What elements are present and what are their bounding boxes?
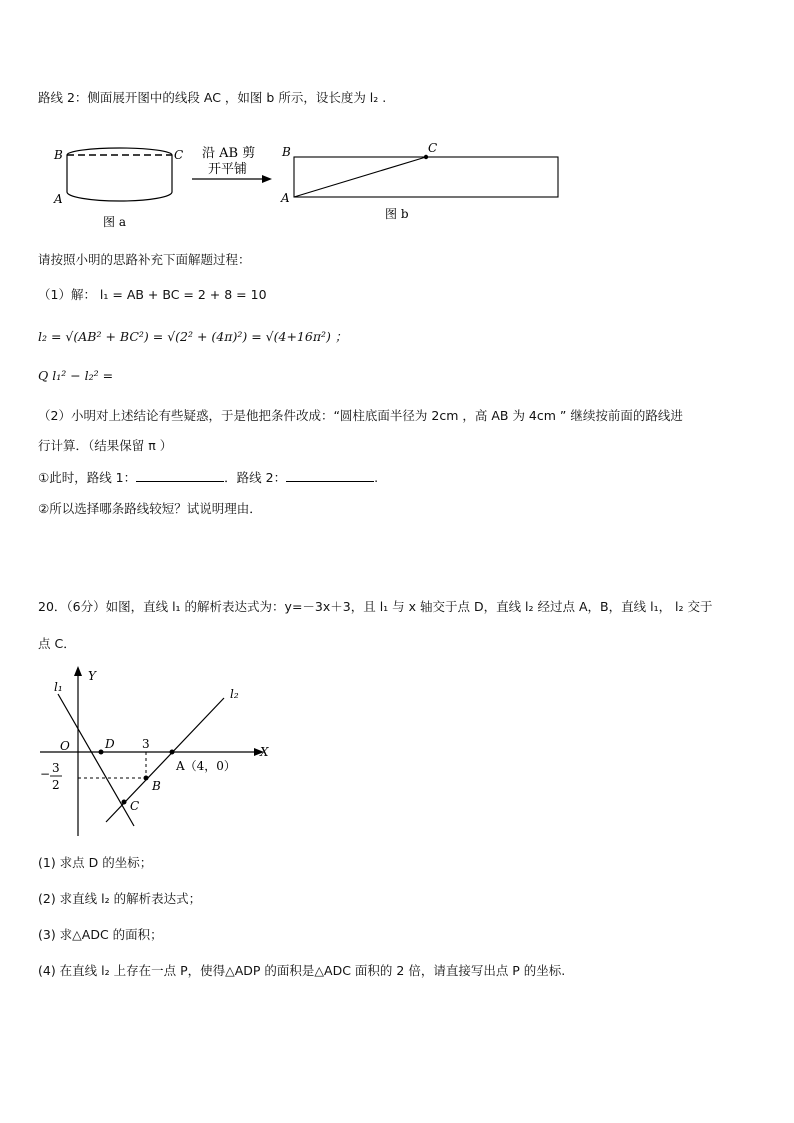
- fig-b-label-c: C: [428, 141, 438, 155]
- label-o: O: [60, 739, 70, 753]
- route2-text: 路线 2：侧面展开图中的线段 AC ，如图 b 所示，设长度为 l₂ .: [38, 90, 387, 105]
- fig-a-label-c: C: [174, 148, 184, 162]
- label-a: A（4，0）: [176, 759, 236, 773]
- step1-diff: Q l₁² − l₂² =: [38, 368, 114, 383]
- step1-l1: （1）解： l₁ = AB + BC = 2 + 8 = 10: [38, 287, 267, 302]
- fig-b-label-b: B: [282, 145, 291, 159]
- label-l2: l₂: [230, 687, 239, 701]
- q2-sub1-route1: ①此时，路线 1：: [38, 470, 137, 485]
- coordinate-graph: [30, 664, 290, 844]
- answer-blank-route2[interactable]: [286, 469, 374, 482]
- label-three: 3: [142, 737, 150, 751]
- label-frac-den: 2: [52, 778, 60, 792]
- q2-sub1-end: .: [374, 470, 379, 485]
- label-neg: −: [40, 767, 51, 781]
- q2-sub1: [38, 468, 378, 486]
- label-c: C: [130, 799, 140, 813]
- instruction-text: 请按照小明的思路补充下面解题过程：: [38, 252, 251, 267]
- fig-b-label-a: A: [281, 191, 290, 205]
- figure-b: [280, 141, 558, 221]
- fig-a-caption: 图 a: [103, 215, 126, 229]
- answer-blank-route1[interactable]: [136, 469, 224, 482]
- q20-part1: (1) 求点 D 的坐标；: [38, 855, 153, 870]
- q2-sub2: ②所以选择哪条路线较短？试说明理由．: [38, 501, 262, 516]
- point-d: [99, 750, 104, 755]
- unroll-arrow: [192, 146, 272, 183]
- label-frac-num: 3: [52, 761, 60, 775]
- label-l1: l₁: [54, 680, 63, 694]
- q20-part3: (3) 求△ADC 的面积；: [38, 927, 163, 942]
- label-d: D: [105, 737, 115, 751]
- label-b: B: [152, 779, 161, 793]
- fig-a-label-a: A: [54, 192, 63, 206]
- label-x: X: [260, 745, 269, 759]
- q20-part2: (2) 求直线 l₂ 的解析表达式；: [38, 891, 202, 906]
- y-axis-arrow: [74, 666, 82, 676]
- q2-sub1-route2: ．路线 2：: [224, 470, 287, 485]
- step1-l2: l₂ = √(AB² + BC²) = √(2² + (4π)²) = √(4+16π²) ；: [38, 329, 348, 344]
- q20-line2: 点 C．: [38, 636, 76, 651]
- arrow-top-text: 沿 AB 剪: [202, 146, 256, 161]
- q20-part4: (4) 在直线 l₂ 上存在一点 P，使得△ADP 的面积是△ADC 面积的 2 倍，请直接写出点 P 的坐标.: [38, 963, 566, 978]
- arrow-bottom-text: 开平铺: [208, 162, 248, 177]
- figure-a: [53, 148, 183, 229]
- fig-b-caption: 图 b: [385, 207, 409, 221]
- point-c: [122, 800, 127, 805]
- fig-a-label-b: B: [54, 148, 63, 162]
- q2-line2: 行计算．（结果保留 π ）: [38, 438, 173, 453]
- point-a: [170, 750, 175, 755]
- line-l1: [58, 694, 134, 826]
- q2-line1: （2）小明对上述结论有些疑惑，于是他把条件改成：“圆柱底面半径为 2cm ，高 AB 为 4cm ” 继续按前面的路线进: [38, 408, 683, 423]
- point-b: [144, 776, 149, 781]
- q20-line1: 20．（6分）如图，直线 l₁ 的解析表达式为：y=－3x＋3，且 l₁ 与 x 轴交于点 D，直线 l₂ 经过点 A，B，直线 l₁， l₂ 交于: [38, 599, 713, 614]
- label-y: Y: [88, 669, 96, 683]
